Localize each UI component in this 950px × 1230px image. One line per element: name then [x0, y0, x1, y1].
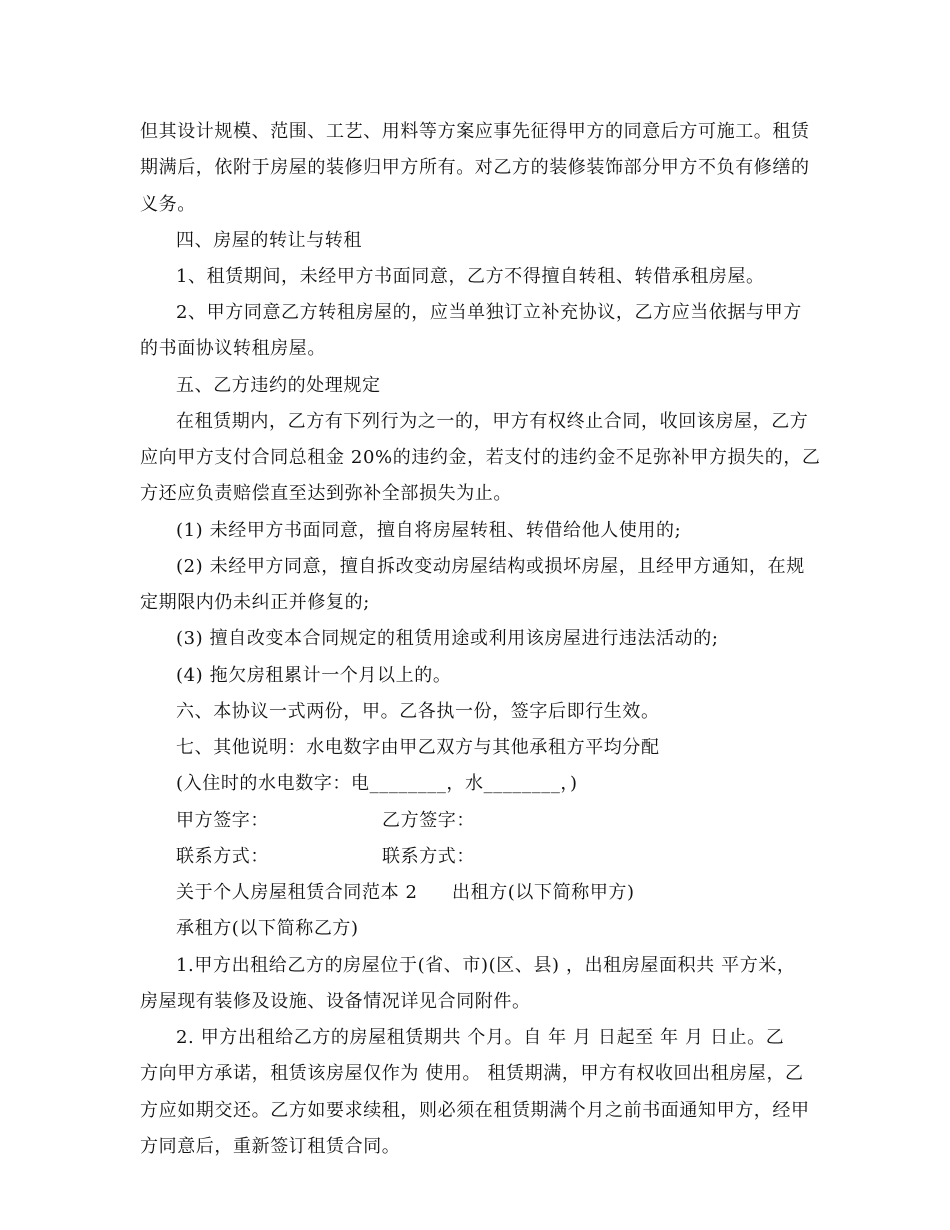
section-heading: 五、乙方违约的处理规定: [176, 375, 381, 396]
section-heading: 四、房屋的转让与转租: [176, 230, 362, 251]
text-line: 在租赁期内，乙方有下列行为之一的，甲方有权终止合同，收回该房屋，乙方: [176, 411, 809, 432]
lessee-label: 承租方(以下简称乙方): [176, 918, 359, 939]
text-line: 定期限内仍未纠正并修复的;: [140, 592, 370, 613]
text-line: 应向甲方支付合同总租金 20%的违约金，若支付的违约金不足弥补甲方损失的，乙: [140, 447, 821, 468]
text-line: 期满后，依附于房屋的装修归甲方所有。对乙方的装修装饰部分甲方不负有修缮的: [140, 157, 810, 178]
text-line: 义务。: [140, 194, 196, 215]
text-line: 2、甲方同意乙方转租房屋的，应当单独订立补充协议，乙方应当依据与甲方: [176, 302, 802, 323]
text-line: 但其设计规模、范围、工艺、用料等方案应事先征得甲方的同意后方可施工。租赁: [140, 121, 810, 142]
lessor-label: 出租方(以下简称甲方): [452, 882, 635, 903]
list-item: (4) 拖欠房租累计一个月以上的。: [176, 665, 452, 686]
list-item: (1) 未经甲方书面同意，擅自将房屋转租、转借给他人使用的;: [176, 520, 682, 541]
party-a-signature-label: 甲方签字：: [176, 810, 269, 831]
party-b-signature-label: 乙方签字：: [382, 810, 475, 831]
meter-reading-line: (入住时的水电数字：电________，水________，): [176, 773, 578, 794]
clause-text: 2. 甲方出租给乙方的房屋租赁期共 个月。自 年 月 日起至 年 月 日止。乙: [176, 1027, 785, 1048]
text-line: 的书面协议转租房屋。: [140, 338, 326, 359]
text-line: 1、租赁期间，未经甲方书面同意，乙方不得擅自转租、转借承租房屋。: [176, 266, 765, 287]
section-heading: 七、其他说明：水电数字由甲乙双方与其他承租方平均分配: [176, 737, 660, 758]
clause-text: 方同意后，重新签订租赁合同。: [140, 1136, 401, 1157]
clause-text: 1.甲方出租给乙方的房屋位于(省、市)(区、县) ，出租房屋面积共 平方米，: [176, 955, 796, 976]
party-b-contact-label: 联系方式：: [382, 846, 475, 867]
contract-title: 关于个人房屋租赁合同范本 2: [176, 882, 418, 903]
list-item: (2) 未经甲方同意，擅自拆改变动房屋结构或损坏房屋，且经甲方通知，在规: [176, 556, 805, 577]
list-item: (3) 擅自改变本合同规定的租赁用途或利用该房屋进行违法活动的;: [176, 628, 719, 649]
section-heading: 六、本协议一式两份，甲。乙各执一份，签字后即行生效。: [176, 701, 660, 722]
text-line: 方还应负责赔偿直至达到弥补全部损失为止。: [140, 483, 512, 504]
clause-text: 房屋现有装修及设施、设备情况详见合同附件。: [140, 991, 531, 1012]
party-a-contact-label: 联系方式：: [176, 846, 269, 867]
clause-text: 方向甲方承诺，租赁该房屋仅作为 使用。 租赁期满，甲方有权收回出租房屋，乙: [140, 1063, 804, 1084]
clause-text: 方应如期交还。乙方如要求续租，则必须在租赁期满个月之前书面通知甲方，经甲: [140, 1100, 810, 1121]
